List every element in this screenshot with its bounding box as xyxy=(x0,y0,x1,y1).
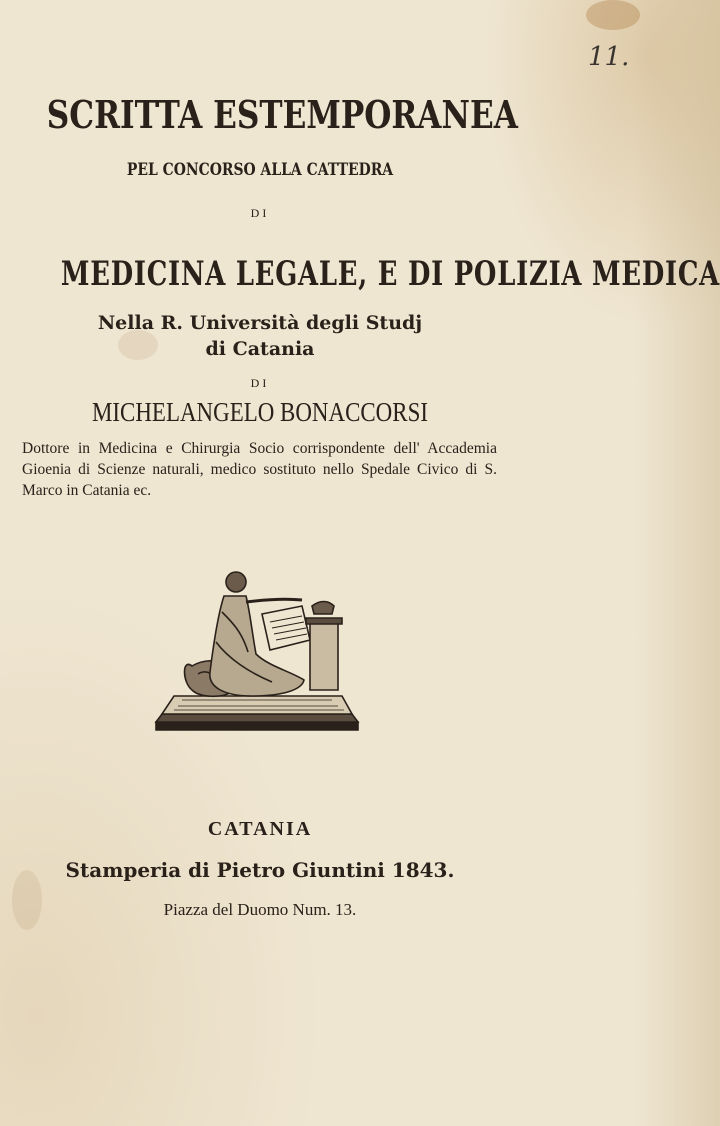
handwritten-shelf-note: 11. xyxy=(588,42,630,72)
printer-imprint: Stamperia di Pietro Giuntini 1843. xyxy=(65,858,455,882)
university-line: Nella R. Università degli Studj xyxy=(97,312,423,334)
publication-city: CATANIA xyxy=(207,818,313,840)
di-connector: DI xyxy=(250,206,270,220)
author-credentials: Dottore in Medicina e Chirurgia Socio corrispondente dell' Accademia Gioenia di Scienze naturali, medico sostituto nello Spedale Civico di S. Marco in Catania ec. xyxy=(22,440,497,499)
justice-figure-emblem xyxy=(152,562,362,734)
author-name: MICHELANGELO BONACCORSI xyxy=(92,397,428,427)
page-title: SCRITTA ESTEMPORANEA xyxy=(46,92,518,137)
di-connector: DI xyxy=(250,376,270,390)
subject-heading: MEDICINA LEGALE, E DI POLIZIA MEDICA xyxy=(60,254,720,294)
paper-stain xyxy=(586,0,640,30)
university-city-line: di Catania xyxy=(205,338,315,360)
printer-address: Piazza del Duomo Num. 13. xyxy=(163,900,357,919)
subtitle: PEL CONCORSO ALLA CATTEDRA xyxy=(126,160,394,180)
